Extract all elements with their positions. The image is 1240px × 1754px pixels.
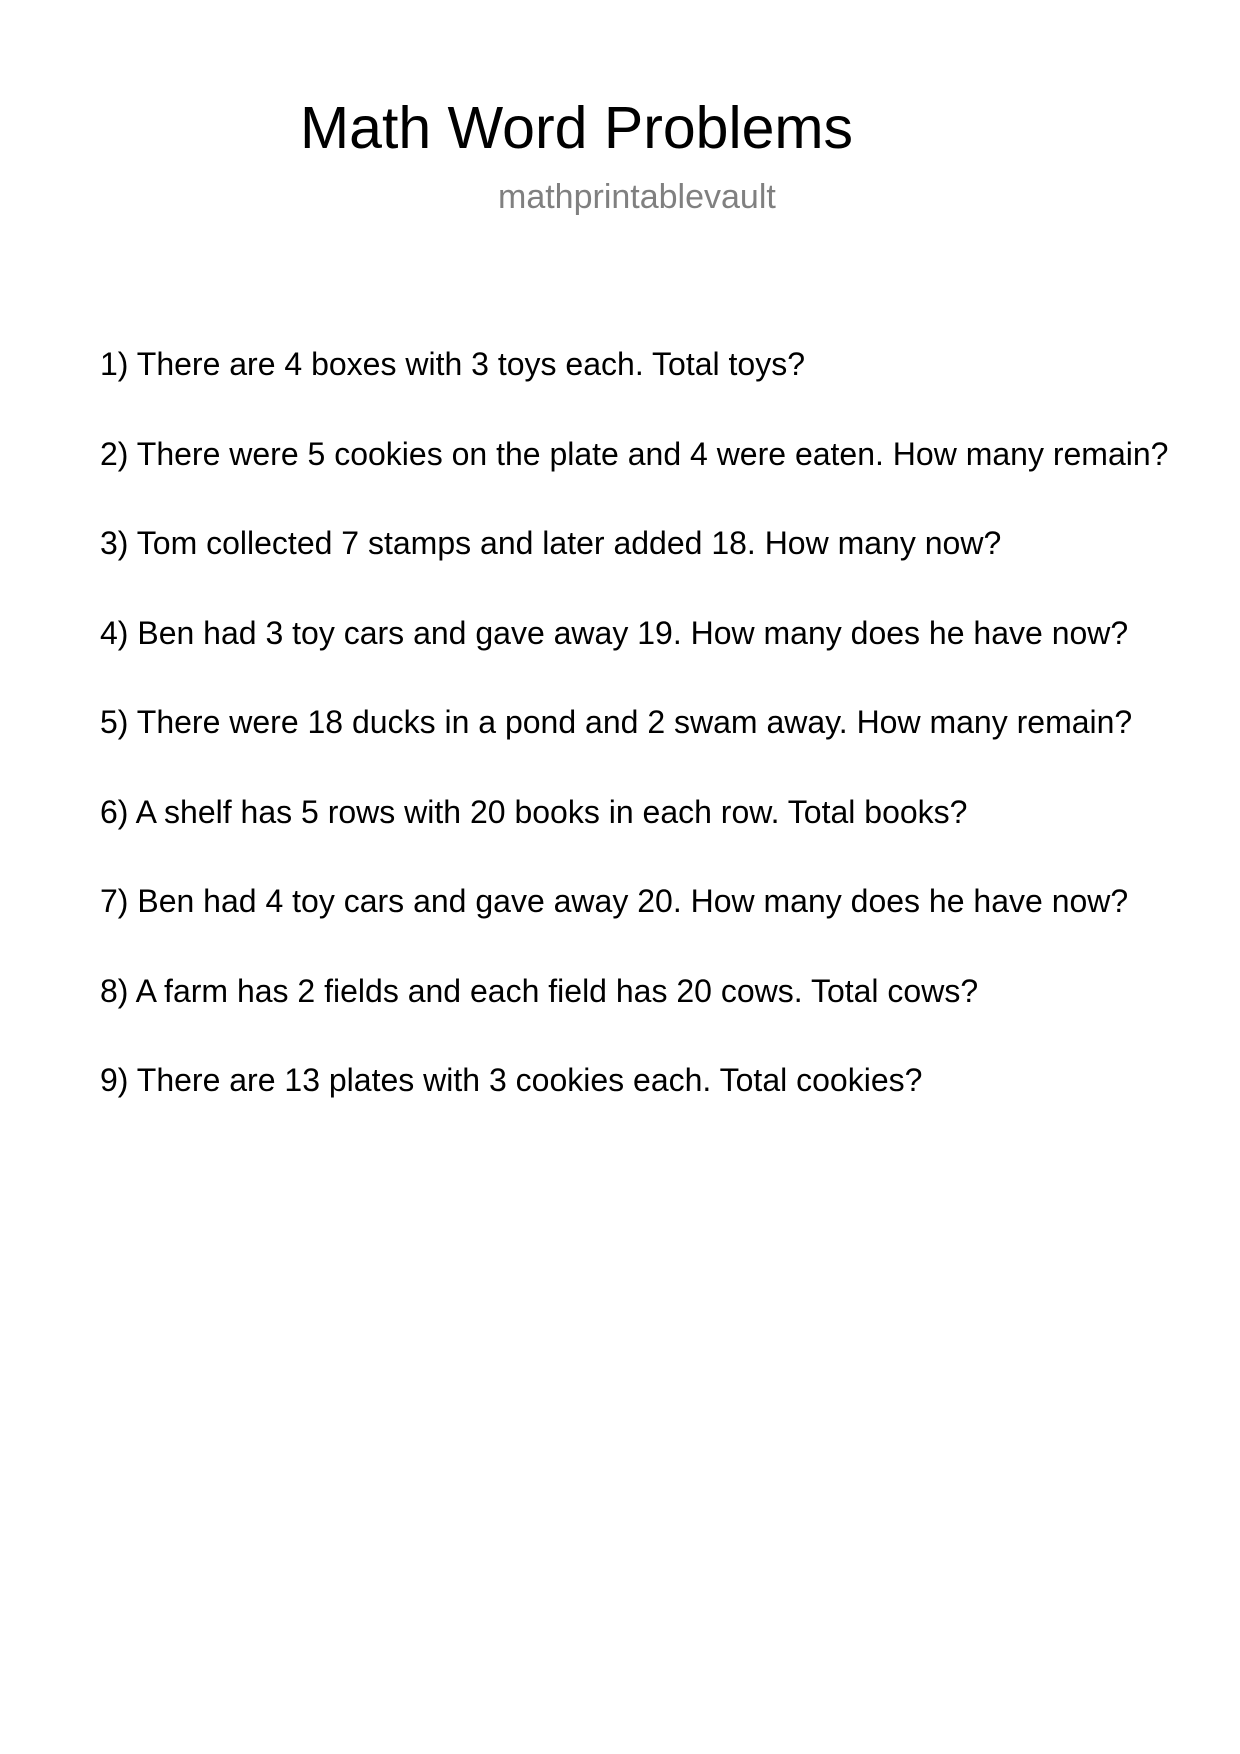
problem-item: 1) There are 4 boxes with 3 toys each. Total toys? — [100, 346, 805, 382]
problem-item: 6) A shelf has 5 rows with 20 books in each row. Total books? — [100, 793, 968, 830]
problem-item: 5) There were 18 ducks in a pond and 2 swam away. How many remain? — [100, 704, 1133, 740]
problem-item: 3) Tom collected 7 stamps and later added 18. How many now? — [100, 525, 1002, 561]
source-label: mathprintablevault — [498, 178, 776, 216]
problem-list — [100, 346, 1168, 1152]
problem-item: 4) Ben had 3 toy cars and gave away 19. How many does he have now? — [100, 614, 1129, 651]
problem-item: 9) There are 13 plates with 3 cookies each. Total cookies? — [100, 1062, 923, 1098]
page-title: Math Word Problems — [300, 95, 854, 161]
problem-item: 7) Ben had 4 toy cars and gave away 20. How many does he have now? — [100, 883, 1129, 919]
problem-item: 8) A farm has 2 fields and each field has 20 cows. Total cows? — [100, 972, 979, 1009]
problem-item: 2) There were 5 cookies on the plate and 4 were eaten. How many remain? — [100, 435, 1169, 472]
